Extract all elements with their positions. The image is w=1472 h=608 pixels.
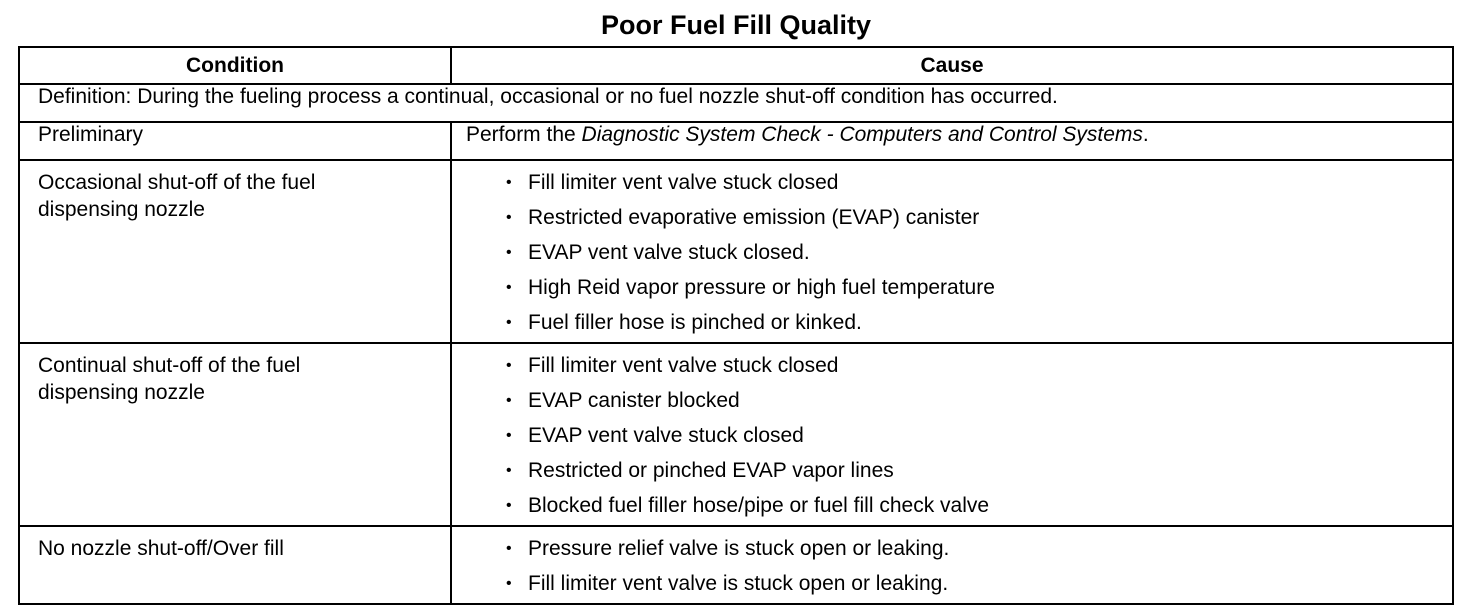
table-row bbox=[19, 526, 1453, 604]
table-header-row bbox=[19, 47, 1453, 84]
preliminary-cause-suffix: . bbox=[1142, 123, 1149, 146]
definition-row bbox=[19, 84, 1453, 122]
preliminary-cause-prefix: Perform the bbox=[466, 123, 582, 146]
cause-cell bbox=[451, 526, 1453, 604]
diagnostic-check-reference: Diagnostic System Check - Computers and Control Systems bbox=[581, 123, 1143, 146]
cause-list bbox=[470, 527, 1452, 603]
condition-text: Continual shut-off of the fuel bbox=[38, 354, 301, 377]
condition-text: Occasional shut-off of the fuel bbox=[38, 171, 316, 194]
cause-item: • EVAP vent valve stuck closed. bbox=[506, 235, 1452, 270]
cause-list bbox=[470, 161, 1452, 342]
cause-item: • Blocked fuel filler hose/pipe or fuel fill check valve bbox=[506, 488, 1452, 523]
cause-item: • Fill limiter vent valve is stuck open or leaking. bbox=[506, 566, 1452, 601]
cause-list bbox=[470, 344, 1452, 525]
cause-item: • Fuel filler hose is pinched or kinked. bbox=[506, 305, 1452, 340]
cause-cell bbox=[451, 343, 1453, 526]
cause-item: • Fill limiter vent valve stuck closed bbox=[506, 165, 1452, 200]
condition-cell bbox=[19, 343, 451, 526]
condition-header: Condition bbox=[19, 47, 451, 84]
cause-item: • EVAP canister blocked bbox=[506, 383, 1452, 418]
cause-item: • High Reid vapor pressure or high fuel temperature bbox=[506, 270, 1452, 305]
cause-item: • Restricted evaporative emission (EVAP) canister bbox=[506, 200, 1452, 235]
condition-text: dispensing nozzle bbox=[38, 198, 205, 221]
cause-item: • Fill limiter vent valve stuck closed bbox=[506, 348, 1452, 383]
page-title: Poor Fuel Fill Quality bbox=[600, 10, 872, 40]
cause-item: • Pressure relief valve is stuck open or leaking. bbox=[506, 531, 1452, 566]
cause-item: • EVAP vent valve stuck closed bbox=[506, 418, 1452, 453]
condition-cell bbox=[19, 160, 451, 343]
table-row bbox=[19, 160, 1453, 343]
condition-text: No nozzle shut-off/Over fill bbox=[38, 537, 284, 560]
definition-text: Definition: During the fueling process a continual, occasional or no fuel nozzle shut-off condition has occurred. bbox=[19, 84, 1453, 122]
cause-item: • Restricted or pinched EVAP vapor lines bbox=[506, 453, 1452, 488]
table-row bbox=[19, 343, 1453, 526]
cause-cell bbox=[451, 160, 1453, 343]
preliminary-condition: Preliminary bbox=[19, 122, 451, 160]
preliminary-cause bbox=[451, 122, 1453, 160]
preliminary-row bbox=[19, 122, 1453, 160]
cause-header: Cause bbox=[451, 47, 1453, 84]
condition-cell bbox=[19, 526, 451, 604]
diagnosis-table bbox=[18, 46, 1454, 605]
condition-text: dispensing nozzle bbox=[38, 381, 205, 404]
